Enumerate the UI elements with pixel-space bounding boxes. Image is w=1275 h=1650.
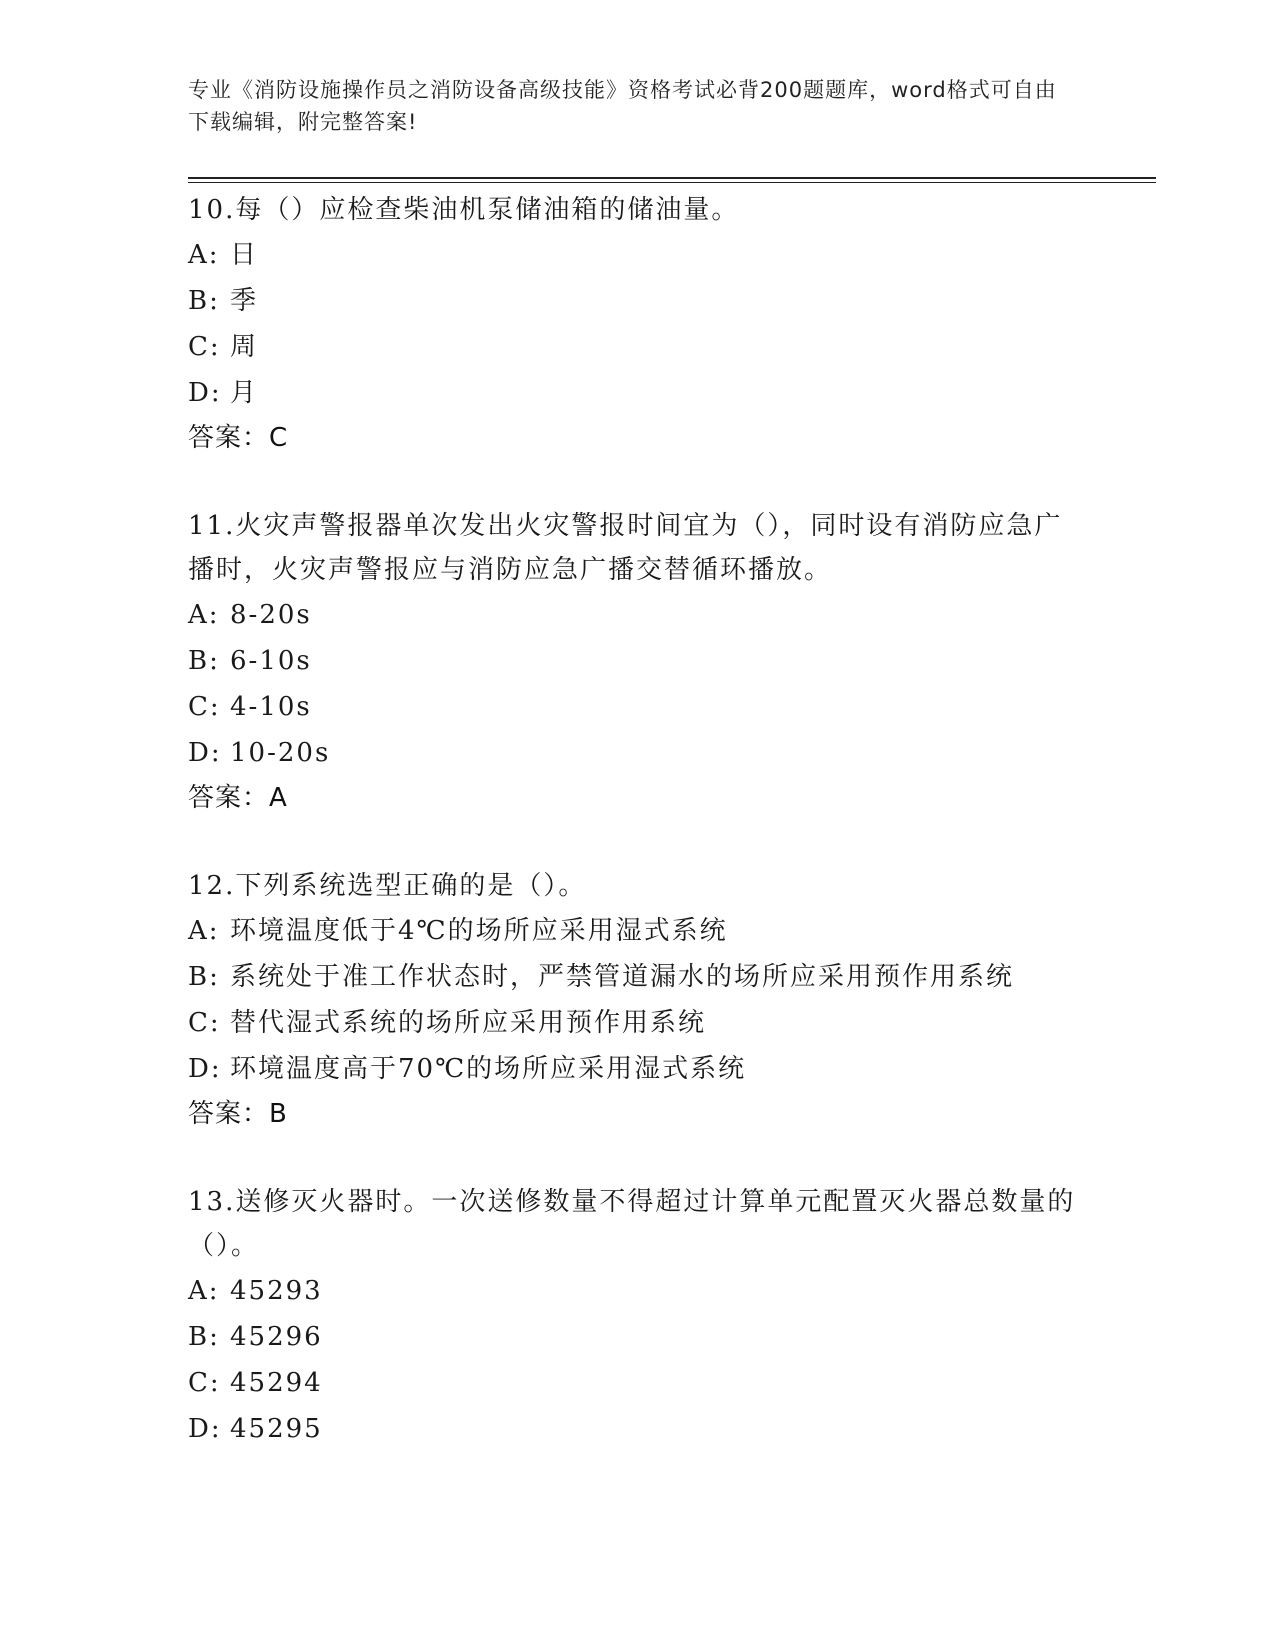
question-13 <box>188 1180 1088 1452</box>
answer-line: 答案：A <box>188 783 288 813</box>
option-key: D: <box>188 1414 222 1444</box>
option-text: 季 <box>230 286 259 316</box>
option-key: C: <box>188 692 221 722</box>
answer-line: 答案：B <box>188 1099 288 1129</box>
header-note: 专业《消防设施操作员之消防设备高级技能》资格考试必背200题题库，word格式可自由下载编辑，附完整答案! <box>188 78 1057 134</box>
option-key: A: <box>188 240 220 270</box>
question-12 <box>188 864 1088 1136</box>
option-key: D: <box>188 378 222 408</box>
option-d <box>188 730 1088 776</box>
option-c <box>188 1360 1088 1406</box>
option-a <box>188 1268 1088 1314</box>
option-key: A: <box>188 916 220 946</box>
option-text: 环境温度高于70℃的场所应采用湿式系统 <box>230 1054 747 1084</box>
question-list <box>188 188 1088 1496</box>
option-a <box>188 232 1088 278</box>
option-key: B: <box>188 1322 220 1352</box>
option-text: 8-20s <box>230 600 312 630</box>
question-stem: 13.送修灭火器时。一次送修数量不得超过计算单元配置灭火器总数量的（）。 <box>188 1187 1076 1261</box>
option-key: C: <box>188 1368 221 1398</box>
option-text: 系统处于准工作状态时，严禁管道漏水的场所应采用预作用系统 <box>230 962 1015 992</box>
option-a <box>188 908 1088 954</box>
option-text: 替代湿式系统的场所应采用预作用系统 <box>230 1008 707 1038</box>
option-d <box>188 370 1088 416</box>
option-text: 周 <box>230 332 259 362</box>
option-text: 10-20s <box>230 738 331 768</box>
question-stem: 12.下列系统选型正确的是（）。 <box>188 871 587 901</box>
option-c <box>188 324 1088 370</box>
option-text: 4-10s <box>230 692 312 722</box>
option-key: A: <box>188 1276 220 1306</box>
option-key: D: <box>188 1054 222 1084</box>
header-divider-thin <box>188 182 1156 183</box>
option-key: A: <box>188 600 220 630</box>
answer-line: 答案：C <box>188 423 289 453</box>
option-text: 日 <box>230 240 259 270</box>
option-d <box>188 1406 1088 1452</box>
option-b <box>188 278 1088 324</box>
option-text: 45294 <box>230 1368 323 1398</box>
option-text: 45293 <box>230 1276 323 1306</box>
option-d <box>188 1046 1088 1092</box>
option-key: B: <box>188 286 220 316</box>
question-11 <box>188 504 1088 820</box>
question-stem: 11.火灾声警报器单次发出火灾警报时间宜为（），同时设有消防应急广播时，火灾声警报应与消防应急广播交替循环播放。 <box>188 511 1063 585</box>
header-divider-thick <box>188 177 1156 179</box>
option-text: 45296 <box>230 1322 323 1352</box>
option-b <box>188 638 1088 684</box>
option-a <box>188 592 1088 638</box>
option-text: 45295 <box>230 1414 323 1444</box>
option-text: 6-10s <box>230 646 312 676</box>
option-key: D: <box>188 738 222 768</box>
option-key: C: <box>188 1008 221 1038</box>
option-key: B: <box>188 962 220 992</box>
question-10 <box>188 188 1088 460</box>
option-b <box>188 1314 1088 1360</box>
option-b <box>188 954 1088 1000</box>
question-stem: 10.每（）应检查柴油机泵储油箱的储油量。 <box>188 195 740 225</box>
option-c <box>188 684 1088 730</box>
option-text: 环境温度低于4℃的场所应采用湿式系统 <box>230 916 728 946</box>
option-key: C: <box>188 332 221 362</box>
option-key: B: <box>188 646 220 676</box>
option-c <box>188 1000 1088 1046</box>
option-text: 月 <box>230 378 259 408</box>
